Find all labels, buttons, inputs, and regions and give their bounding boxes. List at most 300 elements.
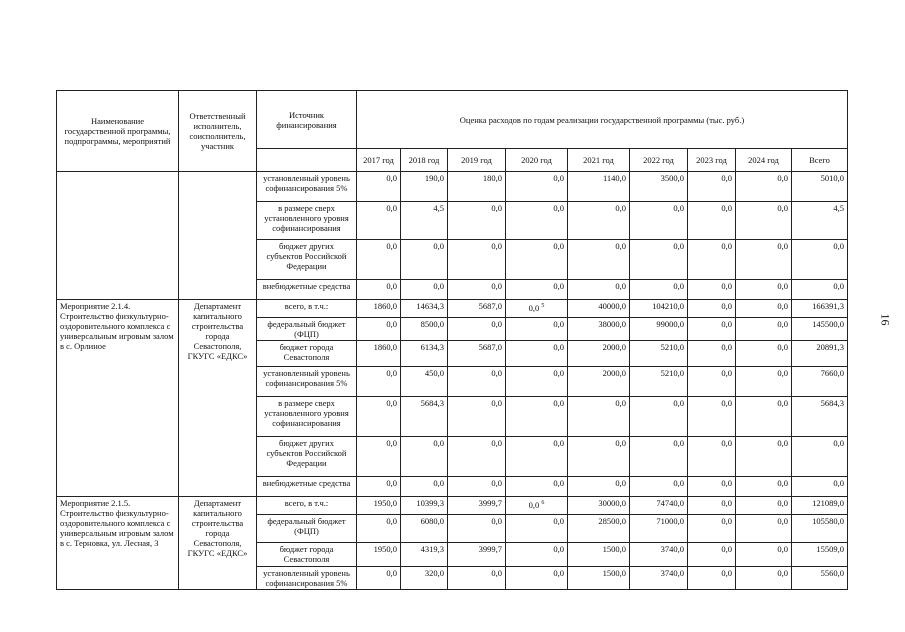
amount-cell [401, 477, 448, 497]
amount-value: 180,0 [482, 173, 502, 183]
amount-cell [357, 318, 401, 341]
amount-value: 0,0 [777, 568, 788, 578]
executor-cell [179, 172, 257, 300]
amount-cell [448, 202, 506, 240]
amount-value: 0,0 [615, 478, 626, 488]
amount-cell [736, 567, 792, 590]
header-year: 2019 год [448, 149, 506, 172]
amount-value: 0,0 [777, 342, 788, 352]
amount-cell [401, 543, 448, 567]
amount-value: 0,0 [386, 241, 397, 251]
amount-cell [630, 437, 688, 477]
funding-source-cell: в размере сверх установленного уровня софинансирования [257, 397, 357, 437]
amount-value: 5010,0 [820, 173, 844, 183]
amount-value: 1860,0 [373, 342, 397, 352]
amount-cell [568, 477, 630, 497]
amount-cell [448, 300, 506, 318]
amount-value: 0,0 [777, 173, 788, 183]
header-year: 2022 год [630, 149, 688, 172]
amount-value: 0,0 [386, 478, 397, 488]
amount-value: 0,0 [777, 203, 788, 213]
amount-cell [506, 397, 568, 437]
amount-cell [568, 543, 630, 567]
funding-source-cell: бюджет города Севастополя [257, 543, 357, 567]
amount-value: 0,0 [491, 241, 502, 251]
amount-cell [688, 515, 736, 543]
amount-cell [448, 367, 506, 397]
amount-value: 5684,3 [420, 398, 444, 408]
amount-cell [688, 172, 736, 202]
amount-value: 4,5 [833, 203, 844, 213]
amount-value: 0,0 [673, 438, 684, 448]
amount-cell [630, 543, 688, 567]
amount-cell [506, 515, 568, 543]
amount-cell [792, 497, 848, 515]
amount-cell [736, 477, 792, 497]
amount-cell [688, 280, 736, 300]
amount-value: 0,0 [528, 302, 540, 313]
amount-cell [357, 341, 401, 367]
amount-value: 0,0 [386, 173, 397, 183]
amount-cell [736, 202, 792, 240]
amount-cell [630, 318, 688, 341]
amount-value: 0,0 [721, 368, 732, 378]
amount-cell [630, 240, 688, 280]
funding-source-cell: всего, в т.ч.: [257, 497, 357, 515]
amount-value: 0,0 [777, 281, 788, 291]
amount-value: 0,0 [673, 203, 684, 213]
funding-source-cell: установленный уровень софинансирования 5% [257, 172, 357, 202]
amount-cell [736, 318, 792, 341]
amount-value: 450,0 [424, 368, 444, 378]
amount-cell [568, 567, 630, 590]
amount-cell [688, 367, 736, 397]
amount-cell [448, 280, 506, 300]
amount-cell [357, 280, 401, 300]
amount-cell [506, 202, 568, 240]
amount-cell [506, 497, 568, 515]
funding-source-cell: установленный уровень софинансирования 5% [257, 367, 357, 397]
amount-value: 4,5 [433, 203, 444, 213]
amount-value: 104210,0 [652, 301, 684, 311]
amount-cell [357, 567, 401, 590]
funding-source-cell: установленный уровень софинансирования 5% [257, 567, 357, 590]
amount-cell [568, 172, 630, 202]
amount-cell [448, 240, 506, 280]
amount-cell [357, 543, 401, 567]
amount-value: 0,0 [491, 516, 502, 526]
funding-source-cell: в размере сверх установленного уровня софинансирования [257, 202, 357, 240]
amount-cell [792, 515, 848, 543]
amount-value: 0,0 [528, 499, 540, 510]
amount-value: 0,0 [491, 319, 502, 329]
amount-cell [401, 367, 448, 397]
amount-value: 0,0 [721, 478, 732, 488]
amount-cell [448, 437, 506, 477]
amount-cell [357, 515, 401, 543]
amount-value: 105580,0 [812, 516, 844, 526]
amount-cell [357, 397, 401, 437]
measure-name-cell: Мероприятие 2.1.5. Строительство физкультурно-оздоровительного комплекса с универсальным игровым залом в с. Терновка, ул. Лесная, 3 [57, 497, 179, 590]
amount-cell [506, 280, 568, 300]
amount-value: 99000,0 [656, 319, 684, 329]
amount-value: 0,0 [673, 398, 684, 408]
header-year: 2021 год [568, 149, 630, 172]
amount-value: 3500,0 [660, 173, 684, 183]
amount-cell [401, 515, 448, 543]
amount-value: 0,0 [721, 498, 732, 508]
funding-source-cell: внебюджетные средства [257, 280, 357, 300]
amount-cell [630, 477, 688, 497]
amount-value: 0,0 [833, 438, 844, 448]
amount-cell [688, 300, 736, 318]
amount-value: 0,0 [433, 281, 444, 291]
amount-value: 0,0 [777, 368, 788, 378]
measure-name-cell: Мероприятие 2.1.4. Строительство физкультурно-оздоровительного комплекса с универсальным игровым залом в с. Орлиное [57, 300, 179, 497]
amount-value: 0,0 [721, 568, 732, 578]
amount-value: 0,0 [491, 568, 502, 578]
amount-value: 0,0 [386, 281, 397, 291]
amount-value: 5210,0 [660, 368, 684, 378]
amount-value: 5210,0 [660, 342, 684, 352]
amount-value: 0,0 [721, 438, 732, 448]
amount-cell [357, 240, 401, 280]
amount-value: 0,0 [553, 342, 564, 352]
amount-value: 3999,7 [478, 544, 502, 554]
amount-value: 0,0 [721, 241, 732, 251]
amount-value: 0,0 [721, 173, 732, 183]
amount-cell [688, 497, 736, 515]
amount-value: 0,0 [615, 398, 626, 408]
header-year: 2023 год [688, 149, 736, 172]
amount-cell [630, 172, 688, 202]
amount-value: 0,0 [777, 478, 788, 488]
amount-value: 0,0 [721, 516, 732, 526]
amount-cell [448, 497, 506, 515]
amount-cell [506, 172, 568, 202]
amount-value: 1500,0 [602, 544, 626, 554]
amount-value: 15509,0 [816, 544, 844, 554]
amount-cell [792, 341, 848, 367]
amount-cell [688, 341, 736, 367]
amount-cell [736, 341, 792, 367]
amount-value: 0,0 [491, 281, 502, 291]
funding-source-cell: бюджет города Севастополя [257, 341, 357, 367]
amount-value: 2000,0 [602, 342, 626, 352]
table-row [57, 172, 848, 202]
amount-cell [792, 437, 848, 477]
header-year: Всего [792, 149, 848, 172]
amount-cell [401, 172, 448, 202]
amount-value: 0,0 [777, 241, 788, 251]
amount-cell [506, 567, 568, 590]
amount-value: 0,0 [433, 241, 444, 251]
amount-value: 0,0 [553, 368, 564, 378]
header-year: 2024 год [736, 149, 792, 172]
amount-cell [357, 477, 401, 497]
amount-cell [357, 437, 401, 477]
amount-value: 0,0 [777, 398, 788, 408]
amount-value: 3740,0 [660, 544, 684, 554]
amount-cell [630, 515, 688, 543]
amount-cell [401, 300, 448, 318]
amount-cell [736, 172, 792, 202]
executor-cell: Департамент капитального строительства города Севастополя, ГКУГС «ЕДКС» [179, 497, 257, 590]
amount-value: 0,0 [777, 301, 788, 311]
amount-value: 0,0 [721, 281, 732, 291]
amount-cell [506, 437, 568, 477]
amount-value: 74740,0 [656, 498, 684, 508]
amount-value: 0,0 [777, 498, 788, 508]
amount-cell [506, 318, 568, 341]
measure-name-cell [57, 172, 179, 300]
header-row [57, 91, 848, 149]
amount-cell [688, 437, 736, 477]
footnote-marker: 6 [541, 500, 545, 506]
header-executor: Ответственный исполнитель, соисполнитель, участник [179, 91, 257, 172]
header-year: 2018 год [401, 149, 448, 172]
amount-value: 0,0 [553, 203, 564, 213]
amount-value: 7660,0 [820, 368, 844, 378]
amount-value: 0,0 [491, 438, 502, 448]
amount-cell [688, 318, 736, 341]
amount-cell [688, 240, 736, 280]
amount-cell [448, 515, 506, 543]
table-row [57, 300, 848, 318]
amount-cell [506, 367, 568, 397]
amount-value: 0,0 [386, 398, 397, 408]
amount-value: 5684,3 [820, 398, 844, 408]
amount-cell [792, 202, 848, 240]
amount-value: 0,0 [615, 281, 626, 291]
amount-value: 1500,0 [602, 568, 626, 578]
amount-value: 0,0 [553, 241, 564, 251]
amount-cell [448, 567, 506, 590]
amount-value: 2000,0 [602, 368, 626, 378]
amount-value: 190,0 [424, 173, 444, 183]
amount-value: 0,0 [615, 241, 626, 251]
amount-value: 30000,0 [598, 498, 626, 508]
amount-cell [448, 543, 506, 567]
amount-value: 0,0 [721, 203, 732, 213]
amount-value: 0,0 [386, 568, 397, 578]
amount-cell [688, 477, 736, 497]
amount-cell [630, 367, 688, 397]
amount-cell [401, 240, 448, 280]
amount-cell [448, 318, 506, 341]
header-year: 2020 год [506, 149, 568, 172]
amount-value: 0,0 [386, 319, 397, 329]
amount-value: 14634,3 [416, 301, 444, 311]
amount-value: 0,0 [491, 368, 502, 378]
amount-value: 4319,3 [420, 544, 444, 554]
amount-cell [448, 477, 506, 497]
amount-value: 0,0 [615, 203, 626, 213]
amount-value: 0,0 [386, 438, 397, 448]
amount-value: 8500,0 [420, 319, 444, 329]
amount-value: 0,0 [553, 173, 564, 183]
amount-cell [736, 367, 792, 397]
amount-cell [792, 240, 848, 280]
amount-value: 1950,0 [373, 498, 397, 508]
amount-value: 3999,7 [478, 498, 502, 508]
amount-cell [688, 397, 736, 437]
amount-cell [736, 300, 792, 318]
amount-cell [357, 300, 401, 318]
funding-source-cell: внебюджетные средства [257, 477, 357, 497]
header-source-empty [257, 149, 357, 172]
amount-value: 6134,3 [420, 342, 444, 352]
amount-cell [357, 497, 401, 515]
amount-value: 0,0 [433, 438, 444, 448]
amount-cell [792, 280, 848, 300]
amount-value: 0,0 [777, 438, 788, 448]
amount-value: 0,0 [553, 544, 564, 554]
amount-value: 0,0 [721, 544, 732, 554]
amount-cell [357, 202, 401, 240]
amount-cell [792, 300, 848, 318]
amount-cell [630, 280, 688, 300]
amount-value: 0,0 [721, 342, 732, 352]
amount-cell [506, 300, 568, 318]
amount-value: 0,0 [615, 438, 626, 448]
amount-cell [401, 202, 448, 240]
amount-cell [401, 280, 448, 300]
amount-cell [357, 172, 401, 202]
amount-cell [357, 367, 401, 397]
header-estimate: Оценка расходов по годам реализации государственной программы (тыс. руб.) [357, 91, 848, 149]
amount-value: 3740,0 [660, 568, 684, 578]
amount-value: 38000,0 [598, 319, 626, 329]
amount-value: 0,0 [721, 319, 732, 329]
amount-value: 0,0 [553, 438, 564, 448]
amount-cell [506, 240, 568, 280]
amount-value: 28500,0 [598, 516, 626, 526]
page-number: 16 [878, 313, 893, 326]
amount-cell [688, 202, 736, 240]
expenditure-table [56, 90, 848, 590]
amount-cell [568, 280, 630, 300]
amount-value: 0,0 [721, 398, 732, 408]
amount-cell [506, 543, 568, 567]
amount-cell [401, 341, 448, 367]
funding-source-cell: федеральный бюджет (ФЦП) [257, 515, 357, 543]
table-body [57, 172, 848, 590]
amount-value: 10399,3 [416, 498, 444, 508]
amount-cell [630, 341, 688, 367]
amount-value: 145500,0 [812, 319, 844, 329]
executor-cell: Департамент капитального строительства города Севастополя, ГКУГС «ЕДКС» [179, 300, 257, 497]
amount-cell [792, 318, 848, 341]
amount-cell [736, 543, 792, 567]
amount-value: 0,0 [721, 301, 732, 311]
amount-value: 5560,0 [820, 568, 844, 578]
amount-value: 40000,0 [598, 301, 626, 311]
amount-cell [506, 477, 568, 497]
amount-value: 20891,3 [816, 342, 844, 352]
amount-cell [568, 202, 630, 240]
amount-cell [630, 497, 688, 515]
amount-cell [401, 397, 448, 437]
amount-value: 0,0 [491, 478, 502, 488]
amount-value: 166391,3 [812, 301, 844, 311]
amount-value: 1950,0 [373, 544, 397, 554]
amount-cell [448, 397, 506, 437]
amount-value: 0,0 [833, 478, 844, 488]
amount-value: 121089,0 [812, 498, 844, 508]
amount-value: 0,0 [777, 544, 788, 554]
amount-cell [401, 318, 448, 341]
amount-cell [506, 341, 568, 367]
amount-value: 0,0 [553, 281, 564, 291]
amount-cell [401, 497, 448, 515]
amount-value: 0,0 [386, 368, 397, 378]
funding-source-cell: бюджет других субъектов Российской Федерации [257, 437, 357, 477]
amount-value: 0,0 [673, 241, 684, 251]
header-source: Источник финансирования [257, 91, 357, 149]
amount-cell [792, 397, 848, 437]
amount-value: 0,0 [777, 319, 788, 329]
amount-value: 0,0 [553, 516, 564, 526]
amount-cell [568, 437, 630, 477]
amount-cell [688, 543, 736, 567]
amount-cell [568, 497, 630, 515]
amount-value: 0,0 [833, 281, 844, 291]
amount-value: 0,0 [386, 203, 397, 213]
amount-value: 320,0 [424, 568, 444, 578]
amount-cell [792, 543, 848, 567]
amount-cell [792, 172, 848, 202]
amount-cell [736, 240, 792, 280]
amount-cell [630, 300, 688, 318]
amount-cell [736, 437, 792, 477]
amount-cell [736, 397, 792, 437]
amount-cell [688, 567, 736, 590]
amount-cell [736, 515, 792, 543]
funding-source-cell: бюджет других субъектов Российской Федерации [257, 240, 357, 280]
amount-cell [630, 397, 688, 437]
amount-cell [568, 300, 630, 318]
amount-value: 5687,0 [478, 342, 502, 352]
amount-cell [401, 437, 448, 477]
amount-value: 0,0 [833, 241, 844, 251]
amount-cell [448, 172, 506, 202]
footnote-marker: 5 [541, 303, 545, 309]
amount-cell [568, 240, 630, 280]
amount-cell [792, 367, 848, 397]
amount-value: 0,0 [673, 281, 684, 291]
amount-value: 0,0 [553, 319, 564, 329]
amount-cell [792, 567, 848, 590]
amount-cell [736, 497, 792, 515]
amount-cell [568, 367, 630, 397]
amount-cell [568, 515, 630, 543]
amount-cell [736, 280, 792, 300]
amount-value: 0,0 [673, 478, 684, 488]
amount-value: 6080,0 [420, 516, 444, 526]
header-name: Наименование государственной программы, подпрограммы, мероприятий [57, 91, 179, 172]
amount-value: 0,0 [553, 398, 564, 408]
amount-cell [568, 397, 630, 437]
funding-source-cell: всего, в т.ч.: [257, 300, 357, 318]
header-year: 2017 год [357, 149, 401, 172]
amount-value: 0,0 [491, 203, 502, 213]
amount-value: 0,0 [553, 568, 564, 578]
amount-value: 5687,0 [478, 301, 502, 311]
table-row [57, 497, 848, 515]
amount-cell [448, 341, 506, 367]
amount-value: 0,0 [386, 516, 397, 526]
